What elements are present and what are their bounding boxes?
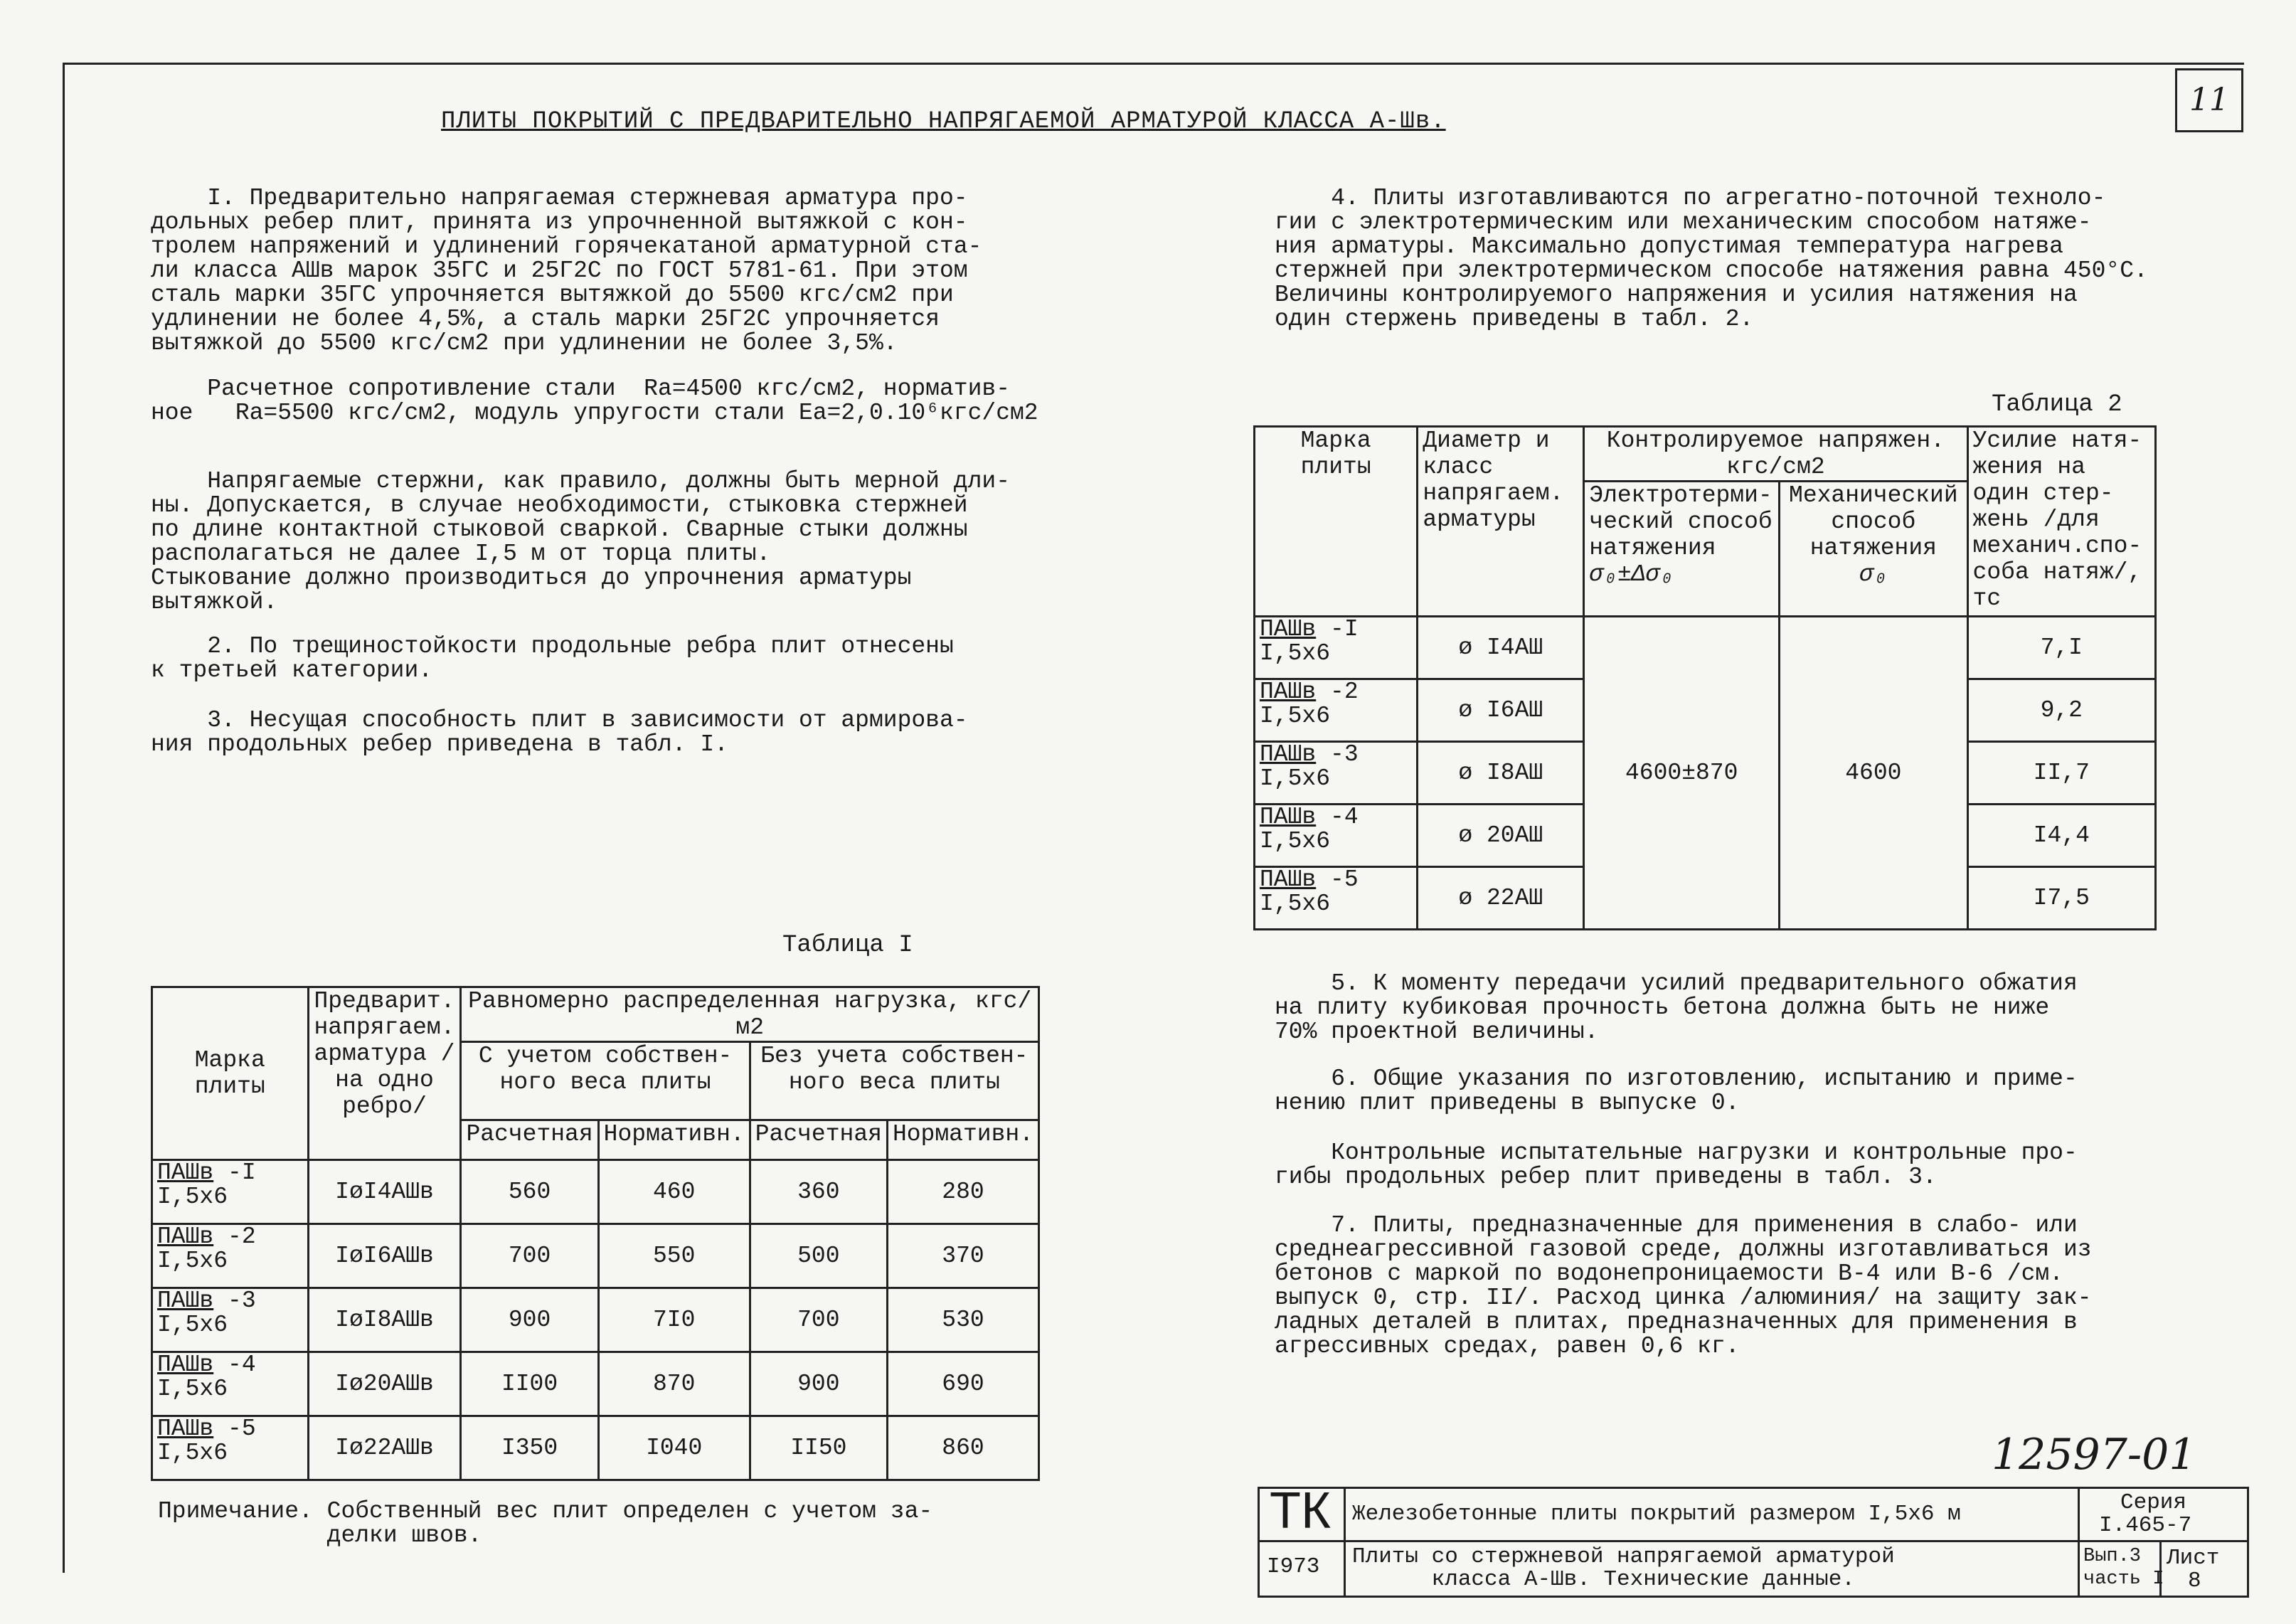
table1-caption: Таблица I: [782, 932, 913, 959]
value-cell: 870: [598, 1352, 750, 1416]
mark-index: -I: [1330, 616, 1359, 642]
force-cell: I4,4: [1967, 805, 2155, 867]
mark-code: ПАШв: [157, 1352, 214, 1378]
mark-index: -4: [1330, 804, 1359, 830]
value-cell: 500: [750, 1224, 887, 1288]
t1-header-without-weight: Без учета собствен- ного веса плиты: [750, 1042, 1038, 1120]
paragraph-3: 3. Несущая способность плит в зависимости от армирова- ния продольных ребер приведена в табл. I.: [151, 707, 968, 758]
t2-header-mark: Марка плиты: [1255, 427, 1418, 617]
mark-code: ПАШв: [1260, 679, 1317, 705]
mark-index: -I: [228, 1159, 256, 1186]
handwritten-number: 12597-01: [1992, 1430, 2196, 1480]
title-block: [1258, 1482, 2249, 1598]
t1-header-rebar: Предварит. напрягаем. арматура /на одно ребро/: [308, 987, 461, 1160]
paragraph-5: 5. К моменту передачи усилий предварительного обжатия на плиту кубиковая прочность бетона должна быть не ниже 70% проектной величины.: [1275, 970, 2078, 1045]
mark-size: I,5x6: [157, 1440, 228, 1466]
paragraph-resistance: Расчетное сопротивление стали Ra=4500 кгс/см2, норматив- ное Ra=5500 кгс/см2, модуль упругости стали Ea=2,0.10⁶кгс/см2: [151, 376, 1038, 426]
mark-size: I,5x6: [1260, 703, 1331, 729]
paragraph-rods: Напрягаемые стержни, как правило, должны быть мерной дли- ны. Допускается, в случае необходимости, стыковка стержней по длине контактной стыковой сваркой. Сварные стыки должны располагаться не далее I,5 м от торца плиты. Стыкование должно производиться до упрочнения арматуры вытяжкой.: [151, 468, 1010, 615]
table1-note: Примечание. Собственный вес плит определен с учетом за- делки швов.: [158, 1498, 933, 1549]
paragraph-7: 7. Плиты, предназначенные для применения в слабо- или среднеагрессивной газовой среде, должны изготавливаться из бетонов с маркой по водонепроницаемости В-4 или В-6 /см. выпуск 0, стр. II/. Расход цинка /алюминия/ на защиту зак- ладных деталей в плитах, предназначенных для применения в агрессивных средах, равен 0,6 кг.: [1275, 1212, 2092, 1359]
sheet-number: 11: [2175, 68, 2243, 132]
rebar-cell: IøI6АШв: [308, 1224, 461, 1288]
diam-cell: ø I8АШ: [1418, 742, 1584, 805]
diam-cell: ø I6АШ: [1418, 679, 1584, 742]
value-cell: I350: [461, 1416, 598, 1480]
value-cell: 560: [461, 1160, 598, 1224]
rebar-cell: Iø20АШв: [308, 1352, 461, 1416]
mark-size: I,5x6: [157, 1248, 228, 1274]
value-cell: 360: [750, 1160, 887, 1224]
stamp-list-value: 8: [2188, 1569, 2201, 1593]
mark-code: ПАШв: [157, 1416, 214, 1442]
table-1: [151, 986, 1040, 1481]
value-cell: 550: [598, 1224, 750, 1288]
value-cell: 860: [887, 1416, 1038, 1480]
paragraph-2: 2. По трещиностойкости продольные ребра плит отнесены к третьей категории.: [151, 633, 954, 684]
table-2: [1253, 425, 2157, 930]
stamp-line1: Железобетонные плиты покрытий размером I,5x6 м: [1352, 1502, 1961, 1527]
t2-header-electro: Электротерми- ческий способ натяжения: [1589, 482, 1773, 561]
electro-value: 4600±870: [1584, 617, 1780, 930]
mark-size: I,5x6: [157, 1184, 228, 1210]
table-row: [152, 1288, 1039, 1352]
mark-code: ПАШв: [1260, 616, 1317, 642]
paragraph-control-loads: Контрольные испытательные нагрузки и контрольные про- гибы продольных ребер плит приведены в табл. 3.: [1275, 1140, 2078, 1190]
stamp-series-label: Серия: [2120, 1490, 2187, 1515]
value-cell: 900: [461, 1288, 598, 1352]
value-cell: 280: [887, 1160, 1038, 1224]
stamp-part: часть I: [2083, 1569, 2164, 1590]
force-cell: I7,5: [1967, 867, 2155, 930]
value-cell: II50: [750, 1416, 887, 1480]
diam-cell: ø 20АШ: [1418, 805, 1584, 867]
page-title: ПЛИТЫ ПОКРЫТИЙ С ПРЕДВАРИТЕЛЬНО НАПРЯГАЕМОЙ АРМАТУРОЙ КЛАССА А-Шв.: [441, 108, 1446, 135]
t2-header-mech: Механический способ натяжения: [1789, 482, 1958, 561]
value-cell: 690: [887, 1352, 1038, 1416]
value-cell: 370: [887, 1224, 1038, 1288]
diam-cell: ø I4АШ: [1418, 617, 1584, 679]
mark-index: -3: [228, 1288, 256, 1314]
mark-code: ПАШв: [1260, 866, 1317, 893]
table-row: [152, 1352, 1039, 1416]
force-cell: 9,2: [1967, 679, 2155, 742]
value-cell: 7I0: [598, 1288, 750, 1352]
mark-code: ПАШв: [1260, 741, 1317, 768]
table-row: [152, 1160, 1039, 1224]
table-row: [152, 1416, 1039, 1480]
stamp-list-label: Лист: [2167, 1546, 2220, 1571]
mark-size: I,5x6: [157, 1312, 228, 1338]
force-cell: 7,I: [1967, 617, 2155, 679]
stamp-year: I973: [1267, 1554, 1320, 1579]
mech-value: 4600: [1780, 617, 1967, 930]
t1-header-calc-2: Расчетная: [750, 1120, 887, 1160]
paragraph-1: I. Предварительно напрягаемая стержневая арматура про- дольных ребер плит, принята из упрочненной вытяжкой с кон- тролем напряжений и удлинений горячекатаной арматурной ста- ли класса АШв марок 35ГС и 25Г2С по ГОСТ 5781-61. При этом сталь марки 35ГС упрочняется вытяжкой до 5500 кгс/см2 при удлинении не более 4,5%, а сталь марки 25Г2С упрочняется вытяжкой до 5500 кгс/см2 при удлинении не более 3,5%.: [151, 185, 982, 356]
value-cell: 700: [750, 1288, 887, 1352]
mark-size: I,5x6: [1260, 640, 1331, 667]
t1-header-load: Равномерно распределенная нагрузка, кгс/м2: [461, 987, 1039, 1042]
mark-index: -4: [228, 1352, 256, 1378]
rebar-cell: Iø22АШв: [308, 1416, 461, 1480]
value-cell: I040: [598, 1416, 750, 1480]
stamp-vyp: Вып.3: [2083, 1546, 2142, 1567]
t1-header-norm-2: Нормативн.: [887, 1120, 1038, 1160]
paragraph-4: 4. Плиты изготавливаются по агрегатно-поточной техноло- гии с электротермическим или механическим способом натяже- ния арматуры. Максимально допустимая температура нагрева стержней при электротермическом способе натяжения равна 450°С. Величины контролируемого напряжения и усилия натяжения на один стержень приведены в табл. 2.: [1275, 185, 2148, 332]
value-cell: 530: [887, 1288, 1038, 1352]
t2-header-ctrl: Контролируемое напряжен. кгс/см2: [1584, 427, 1967, 482]
mark-index: -5: [1330, 866, 1359, 893]
stamp-tk: ТК: [1270, 1482, 1331, 1539]
value-cell: 700: [461, 1224, 598, 1288]
force-cell: II,7: [1967, 742, 2155, 805]
mark-size: I,5x6: [1260, 891, 1331, 917]
t2-header-diam: Диаметр и класс напрягаем. арматуры: [1418, 427, 1584, 617]
value-cell: II00: [461, 1352, 598, 1416]
mark-code: ПАШв: [157, 1159, 214, 1186]
mark-index: -3: [1330, 741, 1359, 768]
t2-header-force: Усилие натя- жения на один стер- жень /для механич.спо- соба натяж/, тс: [1967, 427, 2155, 617]
mark-code: ПАШв: [157, 1288, 214, 1314]
mark-index: -2: [228, 1224, 256, 1250]
t1-header-calc-1: Расчетная: [461, 1120, 598, 1160]
stamp-line2: Плиты со стержневой напрягаемой арматурой класса А-Шв. Технические данные.: [1352, 1544, 1895, 1592]
value-cell: 460: [598, 1160, 750, 1224]
mark-index: -2: [1330, 679, 1359, 705]
t1-header-norm-1: Нормативн.: [598, 1120, 750, 1160]
mark-code: ПАШв: [157, 1224, 214, 1250]
t1-header-mark: Марка плиты: [152, 987, 309, 1160]
mark-code: ПАШв: [1260, 804, 1317, 830]
paragraph-6: 6. Общие указания по изготовлению, испытанию и приме- нению плит приведены в выпуске 0.: [1275, 1066, 2078, 1116]
table2-caption: Таблица 2: [1992, 391, 2122, 418]
mark-index: -5: [228, 1416, 256, 1442]
rebar-cell: IøI4АШв: [308, 1160, 461, 1224]
t2-mech-symbol: σ₀: [1859, 561, 1888, 588]
diam-cell: ø 22АШ: [1418, 867, 1584, 930]
t1-header-with-weight: С учетом собствен- ного веса плиты: [461, 1042, 750, 1120]
mark-size: I,5x6: [157, 1376, 228, 1402]
mark-size: I,5x6: [1260, 828, 1331, 854]
table-row: [152, 1224, 1039, 1288]
stamp-series-value: I.465-7: [2099, 1513, 2192, 1538]
value-cell: 900: [750, 1352, 887, 1416]
table-row: [1255, 617, 2156, 679]
t2-electro-symbol: σ₀±Δσ₀: [1589, 561, 1674, 588]
rebar-cell: IøI8АШв: [308, 1288, 461, 1352]
mark-size: I,5x6: [1260, 765, 1331, 792]
